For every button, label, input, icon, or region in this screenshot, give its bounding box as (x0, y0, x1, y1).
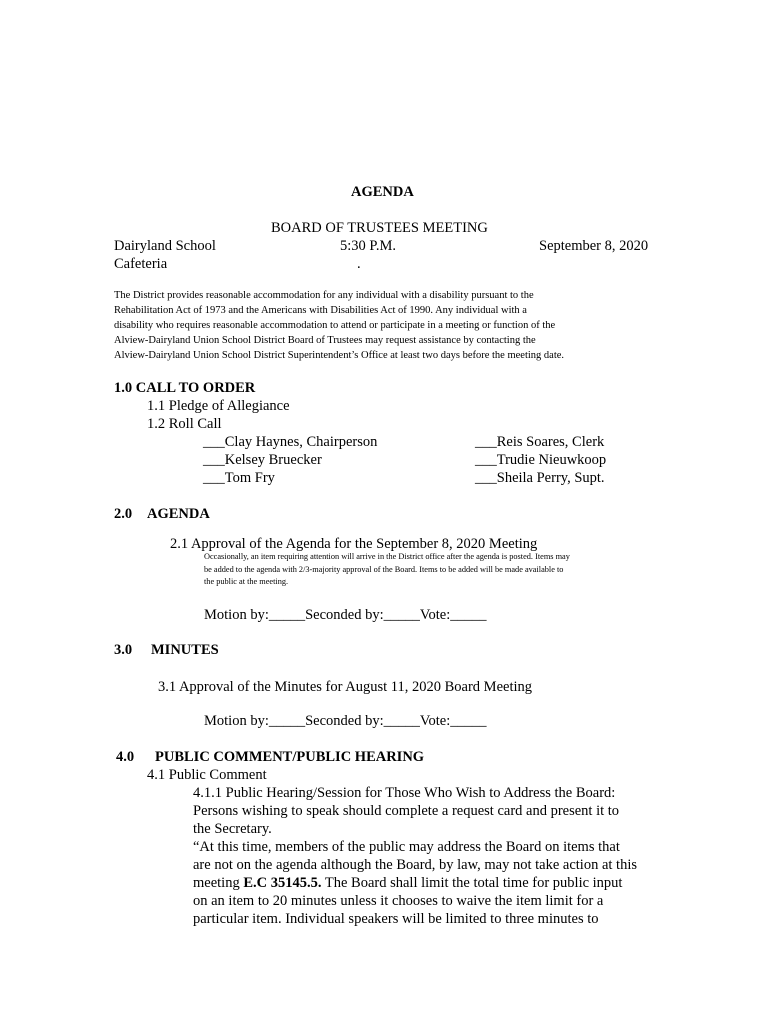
notice-line: Alview-Dairyland Union School District Board of Trustees may request assistance by contacting the (114, 335, 536, 346)
section-heading-call-to-order: 1.0 CALL TO ORDER (114, 380, 256, 396)
section-heading-minutes: MINUTES (151, 642, 219, 658)
section-heading-public-comment: PUBLIC COMMENT/PUBLIC HEARING (155, 749, 425, 765)
body-line: particular item. Individual speakers will be limited to three minutes to (193, 911, 599, 927)
item-minutes-approval: 3.1 Approval of the Minutes for August 11, 2020 Board Meeting (158, 679, 533, 695)
item-agenda-approval: 2.1 Approval of the Agenda for the September 8, 2020 Meeting (170, 536, 538, 552)
section-number: 2.0 (114, 506, 133, 522)
item-public-comment: 4.1 Public Comment (147, 767, 267, 783)
roll-call-entry: ___Trudie Nieuwkoop (475, 452, 607, 468)
body-line: the Secretary. (193, 821, 272, 837)
page-title: AGENDA (351, 184, 414, 200)
item-pledge: 1.1 Pledge of Allegiance (147, 398, 290, 414)
item-roll-call: 1.2 Roll Call (147, 416, 222, 432)
roll-call-entry: ___Tom Fry (203, 470, 275, 486)
motion-line: Motion by:_____Seconded by:_____Vote:_____ (204, 713, 487, 729)
location-line2: Cafeteria (114, 256, 168, 272)
roll-call-entry: ___Reis Soares, Clerk (475, 434, 605, 450)
section-number: 4.0 (116, 749, 135, 765)
education-code-reference: E.C 35145.5. (243, 875, 322, 891)
agenda-note-line: the public at the meeting. (204, 577, 289, 586)
meeting-subtitle: BOARD OF TRUSTEES MEETING (271, 220, 488, 236)
meeting-date: September 8, 2020 (539, 238, 649, 254)
notice-line: Rehabilitation Act of 1973 and the Americans with Disabilities Act of 1990. Any individual with a (114, 305, 527, 316)
agenda-note-line: be added to the agenda with 2/3-majority approval of the Board. Items to be added will be made available to (204, 564, 564, 574)
body-line: Persons wishing to speak should complete a request card and present it to (193, 803, 620, 819)
notice-line: The District provides reasonable accommodation for any individual with a disability pursuant to the (114, 290, 534, 301)
body-text: meeting (193, 875, 244, 891)
body-line: 4.1.1 Public Hearing/Session for Those Who Wish to Address the Board: (193, 785, 616, 801)
notice-line: disability who requires reasonable accommodation to attend or participate in a meeting or function of the (114, 320, 556, 331)
section-heading-agenda: AGENDA (147, 506, 210, 522)
accommodation-notice (114, 288, 564, 363)
meeting-time: 5:30 P.M. (340, 238, 397, 254)
motion-line: Motion by:_____Seconded by:_____Vote:_____ (204, 607, 487, 623)
section-number: 3.0 (114, 642, 133, 658)
meeting-time-dot: . (357, 256, 361, 272)
body-line: “At this time, members of the public may address the Board on items that (193, 839, 620, 855)
agenda-note (204, 551, 570, 589)
body-line-with-code (193, 875, 622, 892)
location-line1: Dairyland School (114, 238, 216, 254)
roll-call-entry: ___Sheila Perry, Supt. (475, 470, 605, 486)
roll-call-entry: ___Kelsey Bruecker (203, 452, 322, 468)
notice-line: Alview-Dairyland Union School District Superintendent’s Office at least two days before the meeting date. (114, 350, 565, 361)
body-line: are not on the agenda although the Board, by law, may not take action at this (193, 857, 637, 873)
agenda-note-line: Occasionally, an item requiring attention will arrive in the District office after the agenda is posted. Items may (204, 552, 570, 561)
body-text: The Board shall limit the total time for public input (321, 875, 623, 891)
body-line: on an item to 20 minutes unless it chooses to waive the item limit for a (193, 893, 604, 909)
roll-call-entry: ___Clay Haynes, Chairperson (203, 434, 378, 450)
